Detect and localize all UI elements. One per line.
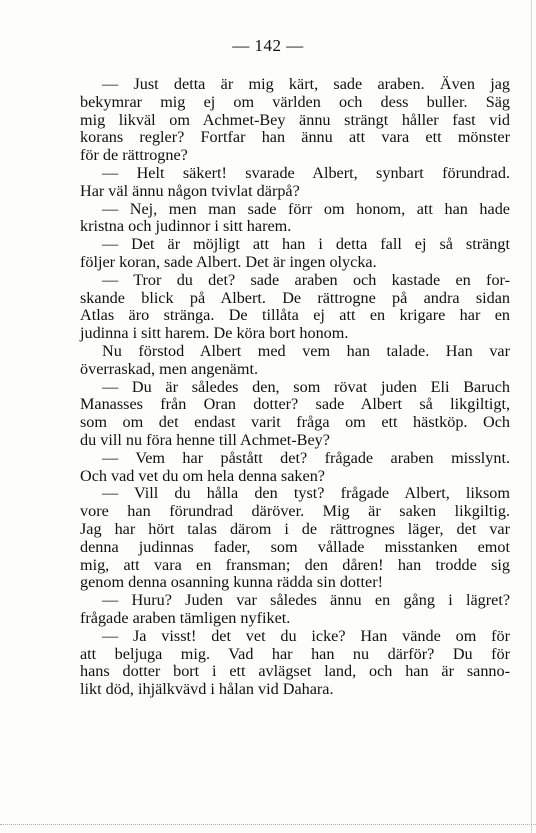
text-line: denna judinnas fader, som vållade misstanken emot <box>80 537 510 556</box>
text-line: du vill nu föra henne till Achmet-Bey? <box>80 430 330 449</box>
text-line: följer koran, sade Albert. Det är ingen olycka. <box>80 252 377 271</box>
text-line: — Det är möjligt att han i detta fall ej så strängt <box>102 235 510 254</box>
text-line: överraskad, men angenämt. <box>80 359 258 378</box>
page-edge-right <box>531 0 532 833</box>
text-line: — Helt säkert! svarade Albert, synbart förundrad. <box>102 163 510 182</box>
text-line: Jag har hört talas därom i de rättrognes läger, det var <box>80 519 510 538</box>
text-line: Och vad vet du om hela denna saken? <box>80 466 325 485</box>
text-line: — Huru? Juden var således ännu en gång i lägret? <box>102 591 510 610</box>
text-line: kristna och judinnor i sitt harem. <box>80 217 292 236</box>
text-line: — Vill du hålla den tyst? frågade Albert, liksom <box>102 484 510 503</box>
text-line: — Just detta är mig kärt, sade araben. Även jag <box>102 75 510 93</box>
text-line: frågade araben tämligen nyfiket. <box>80 608 291 627</box>
text-line: för de rättrogne? <box>80 146 188 165</box>
body-text <box>80 76 510 699</box>
text-line: Manasses från Oran dotter? sade Albert så likgiltigt, <box>80 395 510 414</box>
text-line: genom denna osanning kunna rädda sin dotter! <box>80 573 383 592</box>
text-line: — Du är således den, som rövat juden Eli Baruch <box>102 377 510 396</box>
text-line: vore han förundrad däröver. Mig är saken likgiltig. <box>80 502 510 521</box>
text-line: mig likväl om Achmet-Bey ännu strängt håller fast vid <box>80 110 510 129</box>
text-line: — Vem har påstått det? frågade araben misslynt. <box>102 448 510 467</box>
text-line: — Ja visst! det vet du icke? Han vände om för <box>102 626 510 645</box>
text-line: Atlas äro stränga. De tillåta ej att en krigare har en <box>80 306 510 325</box>
page-number: — 142 — <box>232 36 304 55</box>
text-line: hans dotter bort i ett avlägset land, och han är sanno- <box>80 662 510 681</box>
page-edge-bottom <box>0 824 536 833</box>
text-line: mig, att vara en fransman; den dåren! han trodde sig <box>80 555 510 574</box>
text-line: bekymrar mig ej om världen och dess buller. Säg <box>80 92 510 111</box>
text-line: judinna i sitt harem. De köra bort honom. <box>80 324 349 343</box>
text-line: — Tror du det? sade araben och kastade en for- <box>102 270 510 289</box>
text-line: korans regler? Fortfar han ännu att vara ett mönster <box>80 128 510 147</box>
text-line: att beljuga mig. Vad har han nu därför? Du för <box>80 644 510 663</box>
text-line: likt död, ihjälkvävd i hålan vid Dahara. <box>80 680 334 699</box>
text-line: — Nej, men man sade förr om honom, att han hade <box>102 199 510 218</box>
text-line: som om det endast varit fråga om ett hästköp. Och <box>80 413 510 432</box>
text-line: Har väl ännu någon tvivlat därpå? <box>80 181 300 200</box>
text-line: Nu förstod Albert med vem han talade. Han var <box>102 341 510 360</box>
text-line: skande blick på Albert. De rättrogne på andra sidan <box>80 288 510 307</box>
